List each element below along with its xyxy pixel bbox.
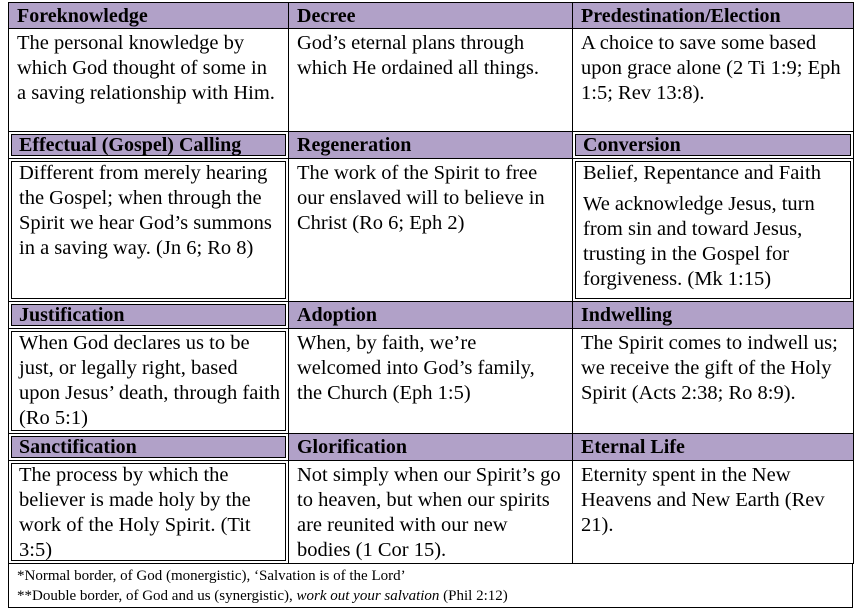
header-sanctification: Sanctification: [8, 433, 289, 461]
body-justification: [8, 328, 289, 434]
footer-legend: [8, 563, 853, 608]
body-effectual-gospel-calling: [8, 158, 289, 302]
definition-text: Different from merely hearing the Gospel; when through the Spirit we hear God’s summons in a saving way. (Jn 6; Ro 8): [19, 162, 272, 259]
header-justification: Justification: [8, 301, 289, 329]
legend-double: [17, 586, 844, 606]
definition-text: Belief, Repentance and Faith: [583, 162, 821, 184]
legend-italic: work out your salvation: [296, 588, 440, 604]
header-decree: Decree: [288, 2, 573, 29]
body-sanctification: [8, 460, 289, 564]
body-decree: [288, 28, 573, 132]
definition-text: When God declares us to be just, or legally right, based upon Jesus’ death, through faith (Ro 5:1): [19, 332, 280, 429]
body-predestination-election: [572, 28, 854, 132]
header-effectual-gospel-calling: Effectual (Gospel) Calling: [8, 131, 289, 159]
definition-text: The work of the Spirit to free our enslaved will to believe in Christ (Ro 6; Eph 2): [297, 162, 545, 234]
header-foreknowledge: Foreknowledge: [8, 2, 289, 29]
header-regeneration: Regeneration: [288, 131, 573, 159]
definition-text: Not simply when our Spirit’s go to heaven, but when our spirits are reunited with our new bodies (1 Cor 15).: [297, 464, 561, 561]
header-indwelling: Indwelling: [572, 301, 854, 329]
body-indwelling: [572, 328, 854, 434]
definition-text: When, by faith, we’re welcomed into God’s family, the Church (Eph 1:5): [297, 332, 535, 404]
body-adoption: [288, 328, 573, 434]
header-predestination-election: Predestination/Election: [572, 2, 854, 29]
definition-text: A choice to save some based upon grace alone (2 Ti 1:9; Eph 1:5; Rev 13:8).: [581, 32, 841, 104]
legend-ref: (Phil 2:12): [439, 588, 508, 604]
header-glorification: Glorification: [288, 433, 573, 461]
legend-normal: *Normal border, of God (monergistic), ‘Salvation is of the Lord’: [17, 568, 406, 584]
body-regeneration: [288, 158, 573, 302]
definition-text: God’s eternal plans through which He ordained all things.: [297, 32, 539, 79]
definition-text: The Spirit comes to indwell us; we receive the gift of the Holy Spirit (Acts 2:38; Ro 8:9).: [581, 332, 838, 404]
definition-text: We acknowledge Jesus, turn from sin and toward Jesus, trusting in the Gospel for forgiveness. (Mk 1:15): [583, 193, 815, 290]
body-conversion: [572, 158, 854, 302]
body-glorification: [288, 460, 573, 564]
header-conversion: Conversion: [572, 131, 854, 159]
header-eternal-life: Eternal Life: [572, 433, 854, 461]
legend-text: **Double border, of God and us (synergistic),: [17, 588, 297, 604]
definition-text: The personal knowledge by which God thought of some in a saving relationship with Him.: [17, 32, 275, 104]
header-adoption: Adoption: [288, 301, 573, 329]
body-foreknowledge: [8, 28, 289, 132]
definition-text: Eternity spent in the New Heavens and New Earth (Rev 21).: [581, 464, 825, 536]
definition-text: The process by which the believer is made holy by the work of the Holy Spirit. (Tit 3:5): [19, 464, 251, 561]
body-eternal-life: [572, 460, 854, 564]
